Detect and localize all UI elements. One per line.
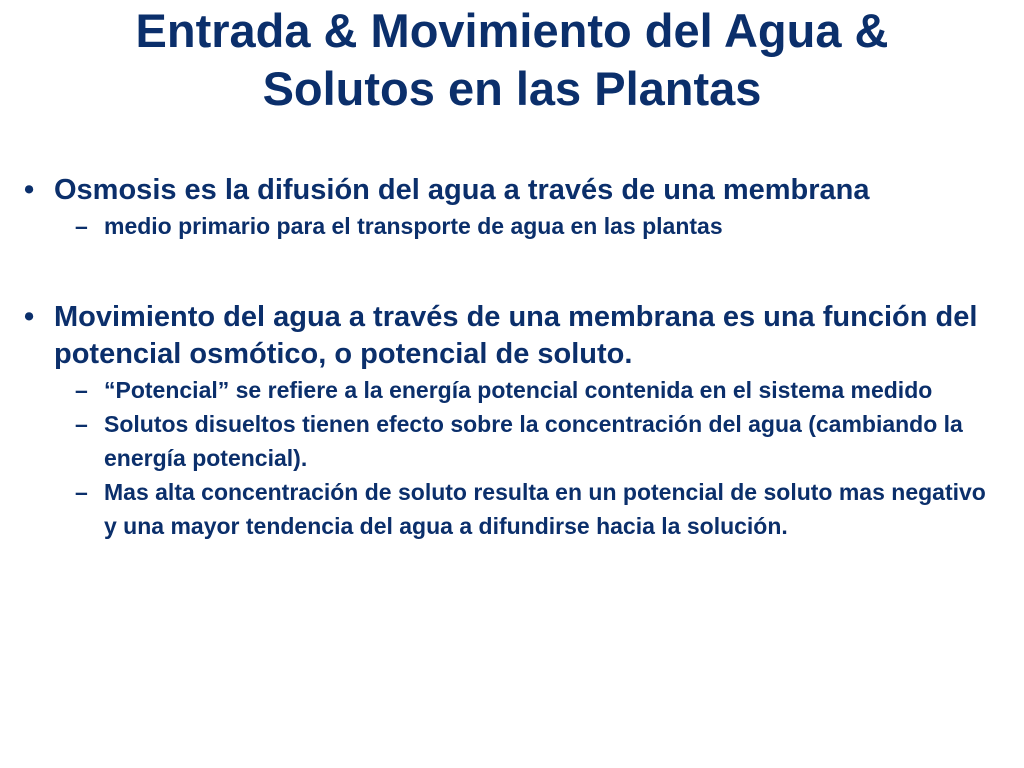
sub-bullet-transporte (24, 209, 1004, 243)
sub-bullet-text: Mas alta concentración de soluto resulta en un potencial de soluto mas negativo y una mayor tendencia del agua a difundirse hacia la solución. (104, 479, 986, 539)
sub-bullet-text: Solutos disueltos tienen efecto sobre la concentración del agua (cambiando la energía potencial). (104, 411, 963, 471)
bullet-osmosis (24, 172, 1004, 209)
sub-bullet-text: medio primario para el transporte de agua en las plantas (104, 213, 723, 239)
slide-content (24, 172, 1004, 543)
bullet-text: Osmosis es la difusión del agua a través de una membrana (54, 174, 870, 206)
sub-bullet-marker: – (75, 479, 88, 505)
slide-title-line-1: Entrada & Movimiento del Agua & (135, 4, 889, 57)
bullet-marker: • (24, 174, 35, 206)
bullet-movimiento (24, 299, 1004, 373)
slide-title (40, 2, 984, 118)
bullet-marker: • (24, 301, 35, 333)
sub-bullet-text: “Potencial” se refiere a la energía potencial contenida en el sistema medido (104, 377, 933, 403)
slide-title-line-2: Solutos en las Plantas (262, 62, 762, 115)
sub-bullet-marker: – (75, 411, 88, 437)
bullet-text: Movimiento del agua a través de una membrana es una función del potencial osmótico, o potencial de soluto. (54, 301, 978, 370)
sub-bullet-concentracion (24, 475, 1004, 543)
sub-bullet-marker: – (75, 213, 88, 239)
sub-bullet-marker: – (75, 377, 88, 403)
sub-bullet-potencial (24, 373, 1004, 407)
sub-bullet-solutos (24, 407, 1004, 475)
